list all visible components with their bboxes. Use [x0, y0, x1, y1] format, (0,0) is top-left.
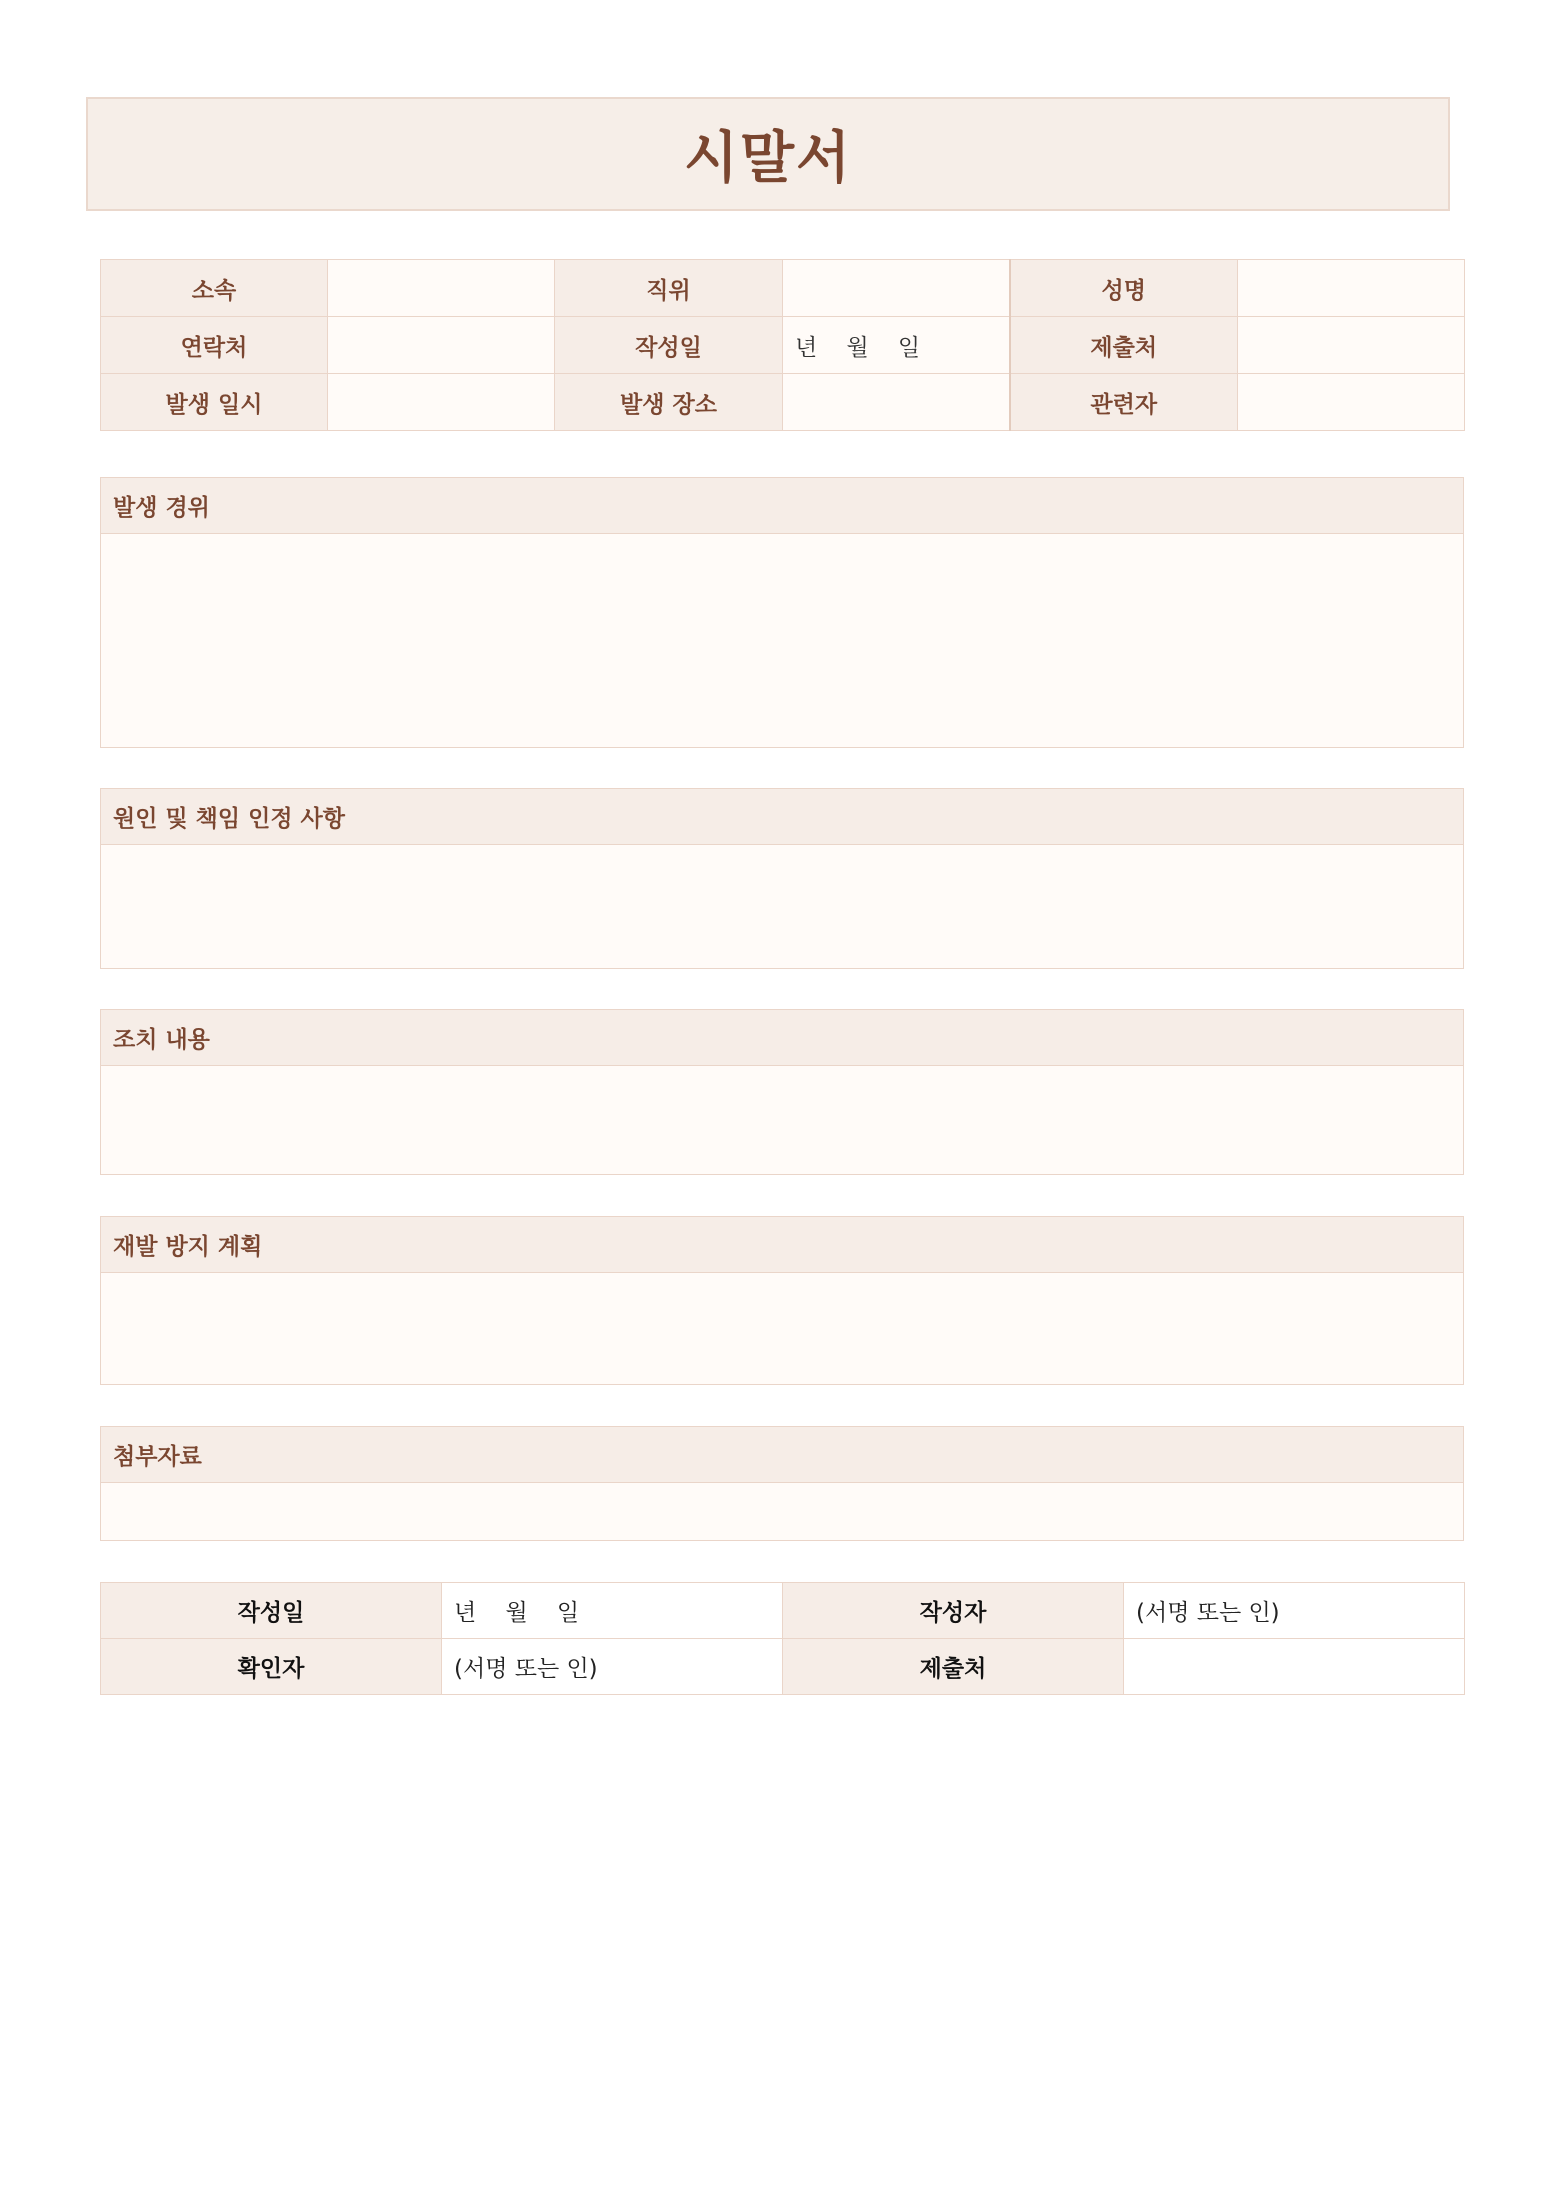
position-field[interactable] [783, 260, 1010, 317]
action-heading: 조치 내용 [101, 1010, 1463, 1066]
info-row [101, 374, 1465, 431]
signature-table [100, 1582, 1465, 1695]
occurred-place-label: 발생 장소 [555, 374, 783, 431]
attachments-field[interactable] [101, 1483, 1463, 1540]
prevention-heading: 재발 방지 계획 [101, 1217, 1463, 1273]
position-label: 직위 [555, 260, 783, 317]
cause-section [100, 788, 1464, 969]
written-date-label: 작성일 [555, 317, 783, 374]
document-title: 시말서 [683, 126, 853, 191]
circumstances-section [100, 477, 1464, 748]
cause-field[interactable] [101, 845, 1463, 968]
submit-to-field[interactable] [1238, 317, 1465, 374]
author-label: 작성자 [783, 1583, 1124, 1639]
submit-to-label: 제출처 [1010, 317, 1238, 374]
related-person-label: 관련자 [1010, 374, 1238, 431]
occurred-place-field[interactable] [783, 374, 1010, 431]
signature-row [101, 1639, 1465, 1695]
circumstances-heading: 발생 경위 [101, 478, 1463, 534]
circumstances-field[interactable] [101, 534, 1463, 747]
related-person-field[interactable] [1238, 374, 1465, 431]
footer-submit-to-label: 제출처 [783, 1639, 1124, 1695]
prevention-section [100, 1216, 1464, 1385]
attachments-heading: 첨부자료 [101, 1427, 1463, 1483]
author-signature-field[interactable]: (서명 또는 인) [1124, 1583, 1465, 1639]
contact-field[interactable] [328, 317, 555, 374]
action-field[interactable] [101, 1066, 1463, 1174]
prevention-field[interactable] [101, 1273, 1463, 1384]
info-row [101, 317, 1465, 374]
cause-heading: 원인 및 책임 인정 사항 [101, 789, 1463, 845]
name-label: 성명 [1010, 260, 1238, 317]
name-field[interactable] [1238, 260, 1465, 317]
occurred-date-field[interactable] [328, 374, 555, 431]
info-table [100, 259, 1465, 431]
occurred-date-label: 발생 일시 [101, 374, 328, 431]
verifier-signature-field[interactable]: (서명 또는 인) [442, 1639, 783, 1695]
footer-submit-to-field[interactable] [1124, 1639, 1465, 1695]
signature-row [101, 1583, 1465, 1639]
footer-written-date-label: 작성일 [101, 1583, 442, 1639]
footer-written-date-field[interactable]: 년 월 일 [442, 1583, 783, 1639]
attachments-section [100, 1426, 1464, 1541]
action-section [100, 1009, 1464, 1175]
affiliation-label: 소속 [101, 260, 328, 317]
affiliation-field[interactable] [328, 260, 555, 317]
info-row [101, 260, 1465, 317]
contact-label: 연락처 [101, 317, 328, 374]
title-box [86, 97, 1450, 211]
written-date-field[interactable]: 년 월 일 [783, 317, 1010, 374]
verifier-label: 확인자 [101, 1639, 442, 1695]
